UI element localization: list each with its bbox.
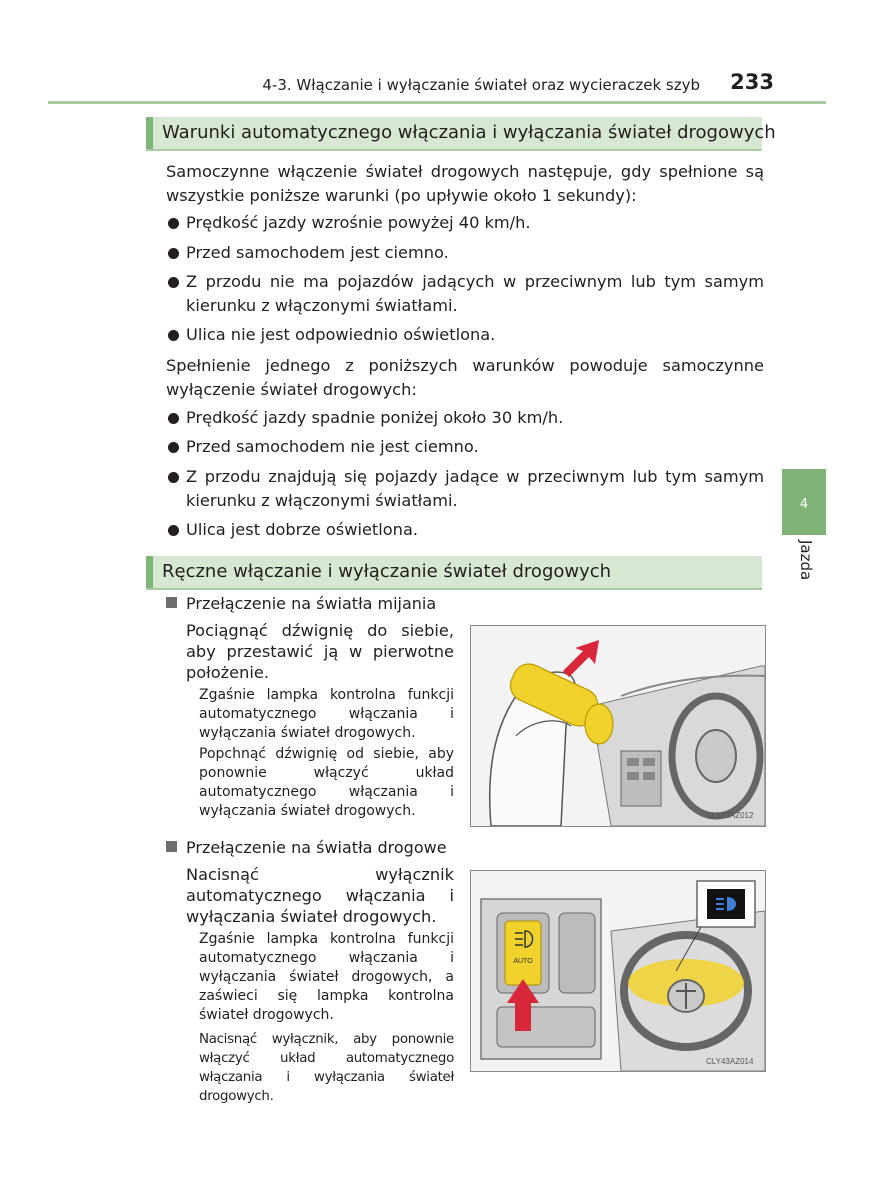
list-item-text: Ulica jest dobrze oświetlona. [186, 520, 419, 539]
chapter-number: 4 [799, 497, 809, 512]
chapter-label: Jazda [797, 540, 815, 581]
section-heading-automatic [146, 117, 776, 151]
chapter-tab [782, 469, 826, 535]
low-beam-note-restore: Popchnąć dźwignię od siebie, aby ponownie włączyć układ automatycznego włączania i wyłączania świateł drogowych. [199, 746, 454, 819]
list-item-text: Z przodu nie ma pojazdów jadących w przeciwnym lub tym samym kierunku z włączonymi światłami. [186, 272, 764, 315]
list-item-text: Prędkość jazdy wzrośnie powyżej 40 km/h. [186, 213, 531, 232]
low-beam-note: Zgaśnie lampka kontrolna funkcji automatycznego włączania i wyłączania świateł drogowych. [199, 687, 454, 741]
list-item-text: Ulica nie jest odpowiednio oświetlona. [186, 325, 496, 344]
bullet-icon [168, 442, 179, 453]
list-item-text: Przed samochodem nie jest ciemno. [186, 437, 479, 456]
square-bullet-icon [166, 597, 177, 608]
list-item-text: Przed samochodem jest ciemno. [186, 243, 449, 262]
off-intro-paragraph: Spełnienie jednego z poniższych warunków powoduje samoczynne wyłączenie świateł drogowych: [166, 356, 764, 399]
auto-button-label: AUTO [513, 958, 533, 965]
page-number: 233 [730, 70, 774, 94]
bullet-icon [168, 330, 179, 341]
square-bullet-icon [166, 841, 177, 852]
section-heading-text: Warunki automatycznego włączania i wyłączania świateł drogowych [162, 122, 776, 143]
bullet-icon [168, 472, 179, 483]
bullet-icon [168, 218, 179, 229]
high-beam-note: Zgaśnie lampka kontrolna funkcji automatycznego włączania i wyłączania świateł drogowych, a zaświeci się lampka kontrolna świateł drogowych. [199, 931, 454, 1023]
subheading-text: Przełączenie na światła mijania [186, 594, 437, 613]
figure-code: CLY43AZ014 [706, 1057, 754, 1066]
section-heading-manual [146, 556, 762, 590]
lever-illustration [471, 626, 765, 826]
heading-accent-bar [146, 556, 153, 588]
list-item-text: Prędkość jazdy spadnie poniżej około 30 km/h. [186, 408, 564, 427]
header-rule [48, 101, 826, 104]
low-beam-instruction: Pociągnąć dźwignię do siebie, aby przestawić ją w pierwotne położenie. [186, 621, 454, 682]
heading-accent-bar [146, 117, 153, 149]
subheading-high-beam [166, 838, 447, 857]
bullet-icon [168, 277, 179, 288]
bullet-icon [168, 413, 179, 424]
high-beam-note-restore: Nacisnąć wyłącznik, aby ponownie włączyć układ automatycznego włączania i wyłączania świateł drogowych. [199, 1032, 454, 1104]
auto-switch-illustration [471, 871, 765, 1071]
high-beam-instruction: Nacisnąć wyłącznik automatycznego włączania i wyłączania świateł drogowych. [186, 865, 454, 926]
running-header: 4-3. Włączanie i wyłączanie świateł oraz wycieraczek szyb [262, 76, 700, 94]
figure-lever [470, 625, 766, 827]
subheading-text: Przełączenie na światła drogowe [186, 838, 447, 857]
bullet-icon [168, 248, 179, 259]
bullet-icon [168, 525, 179, 536]
figure-code: CLY43AZ012 [706, 811, 754, 820]
subheading-low-beam [166, 594, 436, 613]
figure-auto-switch [470, 870, 766, 1072]
list-item-text: Z przodu znajdują się pojazdy jadące w przeciwnym lub tym samym kierunku z włączonymi światłami. [186, 467, 764, 510]
intro-paragraph: Samoczynne włączenie świateł drogowych następuje, gdy spełnione są wszystkie poniższe warunki (po upływie około 1 sekundy): [166, 162, 764, 205]
section-heading-text: Ręczne włączanie i wyłączanie świateł drogowych [162, 561, 612, 582]
